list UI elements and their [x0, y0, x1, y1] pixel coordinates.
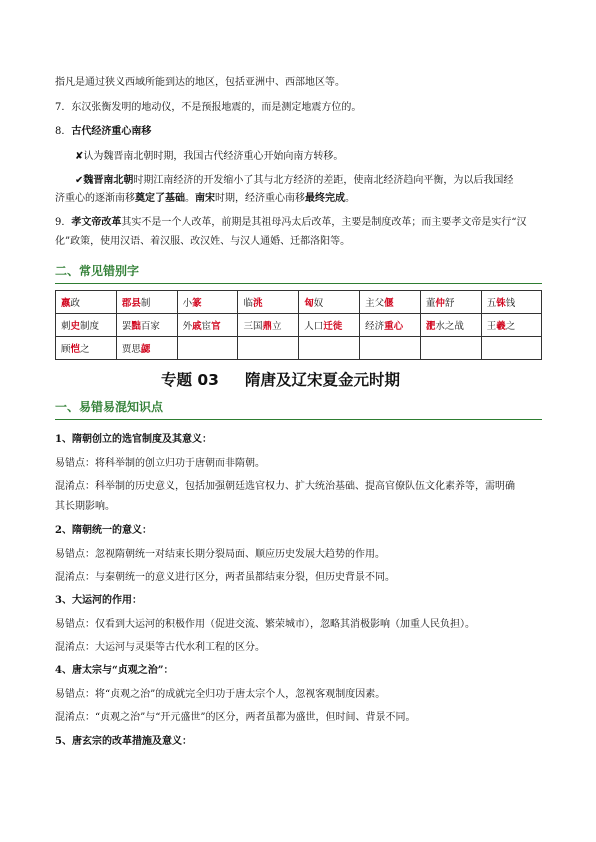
topic-name: 隋唐及辽宋夏金元时期 — [244, 371, 400, 389]
typo-highlight: 鼎 — [262, 321, 272, 332]
typo-cell — [360, 314, 421, 337]
point-5-title: 5、唐玄宗的改革措施及意义： — [55, 736, 192, 747]
typo-highlight: 官 — [211, 321, 221, 332]
typo-cell — [420, 291, 481, 314]
cross-icon: ✘ — [75, 151, 84, 162]
typo-highlight: 郡县 — [121, 298, 141, 309]
typo-cell — [116, 314, 177, 337]
typo-text: 临 — [243, 298, 253, 309]
typo-table — [55, 290, 542, 360]
item-9 — [55, 216, 527, 230]
typo-cell — [360, 337, 421, 360]
typo-text: 钱 — [505, 298, 516, 309]
typo-cell — [56, 337, 117, 360]
item-8-title: 古代经济重心南移 — [71, 126, 152, 137]
point-3-title: 3、大运河的作用： — [55, 595, 142, 606]
typo-highlight: 嬴 — [61, 298, 71, 309]
text: 时期，经济重心南移 — [215, 193, 305, 204]
typo-text: 五 — [486, 298, 497, 309]
item-8-number: 8． — [55, 126, 72, 137]
paragraph: 指凡是通过狭义西域所能到达的地区，包括亚洲中、西部地区等。 — [55, 77, 345, 88]
typo-text: 制度 — [80, 321, 100, 332]
item-9-number: 9． — [55, 217, 72, 228]
typo-cell — [420, 337, 481, 360]
typo-highlight: 偃 — [384, 298, 394, 309]
typo-text: 外 — [182, 321, 193, 332]
item-9-text: 其实不是一个人改革，前期是其祖母冯太后改革，主要是制度改革；而主要孝文帝是实行“汉 — [121, 217, 527, 228]
typo-highlight: 羲 — [496, 321, 506, 332]
point-3-confusion: 混淆点：大运河与灵渠等古代水利工程的区分。 — [55, 642, 265, 653]
typo-text: 政 — [70, 298, 81, 309]
typo-highlight: 黜 — [131, 321, 141, 332]
typo-text: 顾 — [61, 344, 71, 355]
point-1-title: 1、隋朝创立的选官制度及其意义： — [55, 434, 212, 445]
wrong-view — [75, 150, 343, 164]
typo-cell — [481, 291, 541, 314]
point-4-confusion: 混淆点：“贞观之治”与“开元盛世”的区分，两者虽都为盛世，但时间、背景不同。 — [55, 712, 416, 723]
typo-highlight: 铢 — [496, 298, 506, 309]
typo-text: 宦 — [201, 321, 212, 332]
typo-text: 奴 — [313, 298, 324, 309]
typo-text: 刺 — [61, 321, 71, 332]
typo-text: 制 — [140, 298, 151, 309]
text: 。 — [185, 193, 195, 204]
typo-row — [56, 291, 542, 314]
point-3-error: 易错点：仅看到大运河的积极作用（促进交流、繁荣城市），忽略其消极影响（加重人民负担）。 — [55, 619, 475, 630]
typo-text: 小 — [182, 298, 193, 309]
typo-cell — [177, 314, 238, 337]
typo-highlight: 恺 — [70, 344, 81, 355]
typo-highlight: 仲 — [435, 298, 445, 309]
typo-highlight: 洮 — [252, 298, 263, 309]
check-icon: ✔ — [75, 175, 84, 186]
emphasis: 魏晋南北朝 — [83, 175, 134, 186]
typo-cell — [299, 291, 360, 314]
typo-row — [56, 337, 542, 360]
point-2-error: 易错点：忽视隋朝统一对结束长期分裂局面、顺应历史发展大趋势的作用。 — [55, 549, 385, 560]
typo-text: 水之战 — [435, 321, 464, 332]
section-heading-typos: 二、常见错别字 — [55, 264, 140, 278]
typo-text: 罢 — [121, 321, 132, 332]
typo-text: 百家 — [140, 321, 160, 332]
typo-text: 董 — [425, 298, 436, 309]
emphasis: 奠定了基础 — [135, 193, 185, 204]
typo-cell — [299, 314, 360, 337]
typo-highlight: 篆 — [192, 298, 202, 309]
typo-cell — [238, 337, 299, 360]
typo-cell — [238, 291, 299, 314]
typo-highlight: 迁徙 — [323, 321, 343, 332]
point-4-title: 4、唐太宗与“贞观之治”： — [55, 665, 174, 676]
item-7: 7．东汉张衡发明的地动仪，不是预报地震的，而是测定地震方位的。 — [55, 102, 362, 113]
section-heading-confusion: 一、易错易混知识点 — [55, 400, 164, 414]
typo-cell — [481, 337, 541, 360]
typo-cell — [481, 314, 541, 337]
typo-highlight: 史 — [70, 321, 81, 332]
typo-highlight: 重心 — [384, 321, 404, 332]
typo-highlight: 淝 — [425, 321, 436, 332]
point-1-confusion: 混淆点：科举制的历史意义，包括加强朝廷选官权力、扩大统治基础、提高官僚队伍文化素养等，需明确 — [55, 481, 515, 492]
point-2-title: 2、隋朝统一的意义： — [55, 525, 152, 536]
text: 时期江南经济的开发缩小了其与北方经济的差距，使南北经济趋向平衡，为以后我国经 — [133, 175, 514, 186]
point-1-confusion-cont: 其长期影响。 — [55, 501, 115, 512]
correct-view-cont — [55, 192, 355, 206]
typo-text: 贾思 — [121, 344, 141, 355]
typo-cell — [177, 337, 238, 360]
point-1-error: 易错点：将科举制的创立归功于唐朝而非隋朝。 — [55, 458, 265, 469]
item-9-cont: 化”政策，使用汉语、着汉服、改汉姓、与汉人通婚、迁都洛阳等。 — [55, 236, 351, 247]
topic-title — [161, 368, 400, 390]
typo-text: 之 — [505, 321, 516, 332]
text: 济重心的逐渐南移 — [55, 193, 135, 204]
typo-text: 人口 — [304, 321, 324, 332]
emphasis: 最终完成 — [305, 193, 345, 204]
item-9-title: 孝文帝改革 — [71, 217, 122, 228]
item-8 — [55, 125, 151, 139]
topic-label: 专题 03 — [161, 371, 219, 389]
typo-cell — [56, 291, 117, 314]
typo-text: 经济 — [365, 321, 385, 332]
typo-highlight: 戚 — [192, 321, 202, 332]
typo-cell — [360, 291, 421, 314]
typo-cell — [56, 314, 117, 337]
typo-highlight: 勰 — [140, 344, 151, 355]
point-2-confusion: 混淆点：与秦朝统一的意义进行区分，两者虽都结束分裂，但历史背景不同。 — [55, 572, 395, 583]
typo-cell — [177, 291, 238, 314]
wrong-view-text: 认为魏晋南北朝时期，我国古代经济重心开始向南方转移。 — [83, 151, 344, 162]
point-4-error: 易错点：将“贞观之治”的成就完全归功于唐太宗个人，忽视客观制度因素。 — [55, 689, 386, 700]
typo-text: 舒 — [444, 298, 455, 309]
typo-cell — [238, 314, 299, 337]
typo-cell — [116, 291, 177, 314]
section-divider — [55, 419, 542, 420]
typo-text: 王 — [486, 321, 497, 332]
typo-text: 立 — [271, 321, 282, 332]
section-divider — [55, 283, 542, 284]
typo-row — [56, 314, 542, 337]
typo-cell — [420, 314, 481, 337]
correct-view — [75, 174, 513, 188]
typo-highlight: 匈 — [304, 298, 314, 309]
typo-text: 三国 — [243, 321, 263, 332]
emphasis: 南宋 — [195, 193, 215, 204]
typo-cell — [116, 337, 177, 360]
typo-text: 之 — [80, 344, 90, 355]
typo-text: 主父 — [365, 298, 385, 309]
typo-cell — [299, 337, 360, 360]
text: 。 — [345, 193, 355, 204]
